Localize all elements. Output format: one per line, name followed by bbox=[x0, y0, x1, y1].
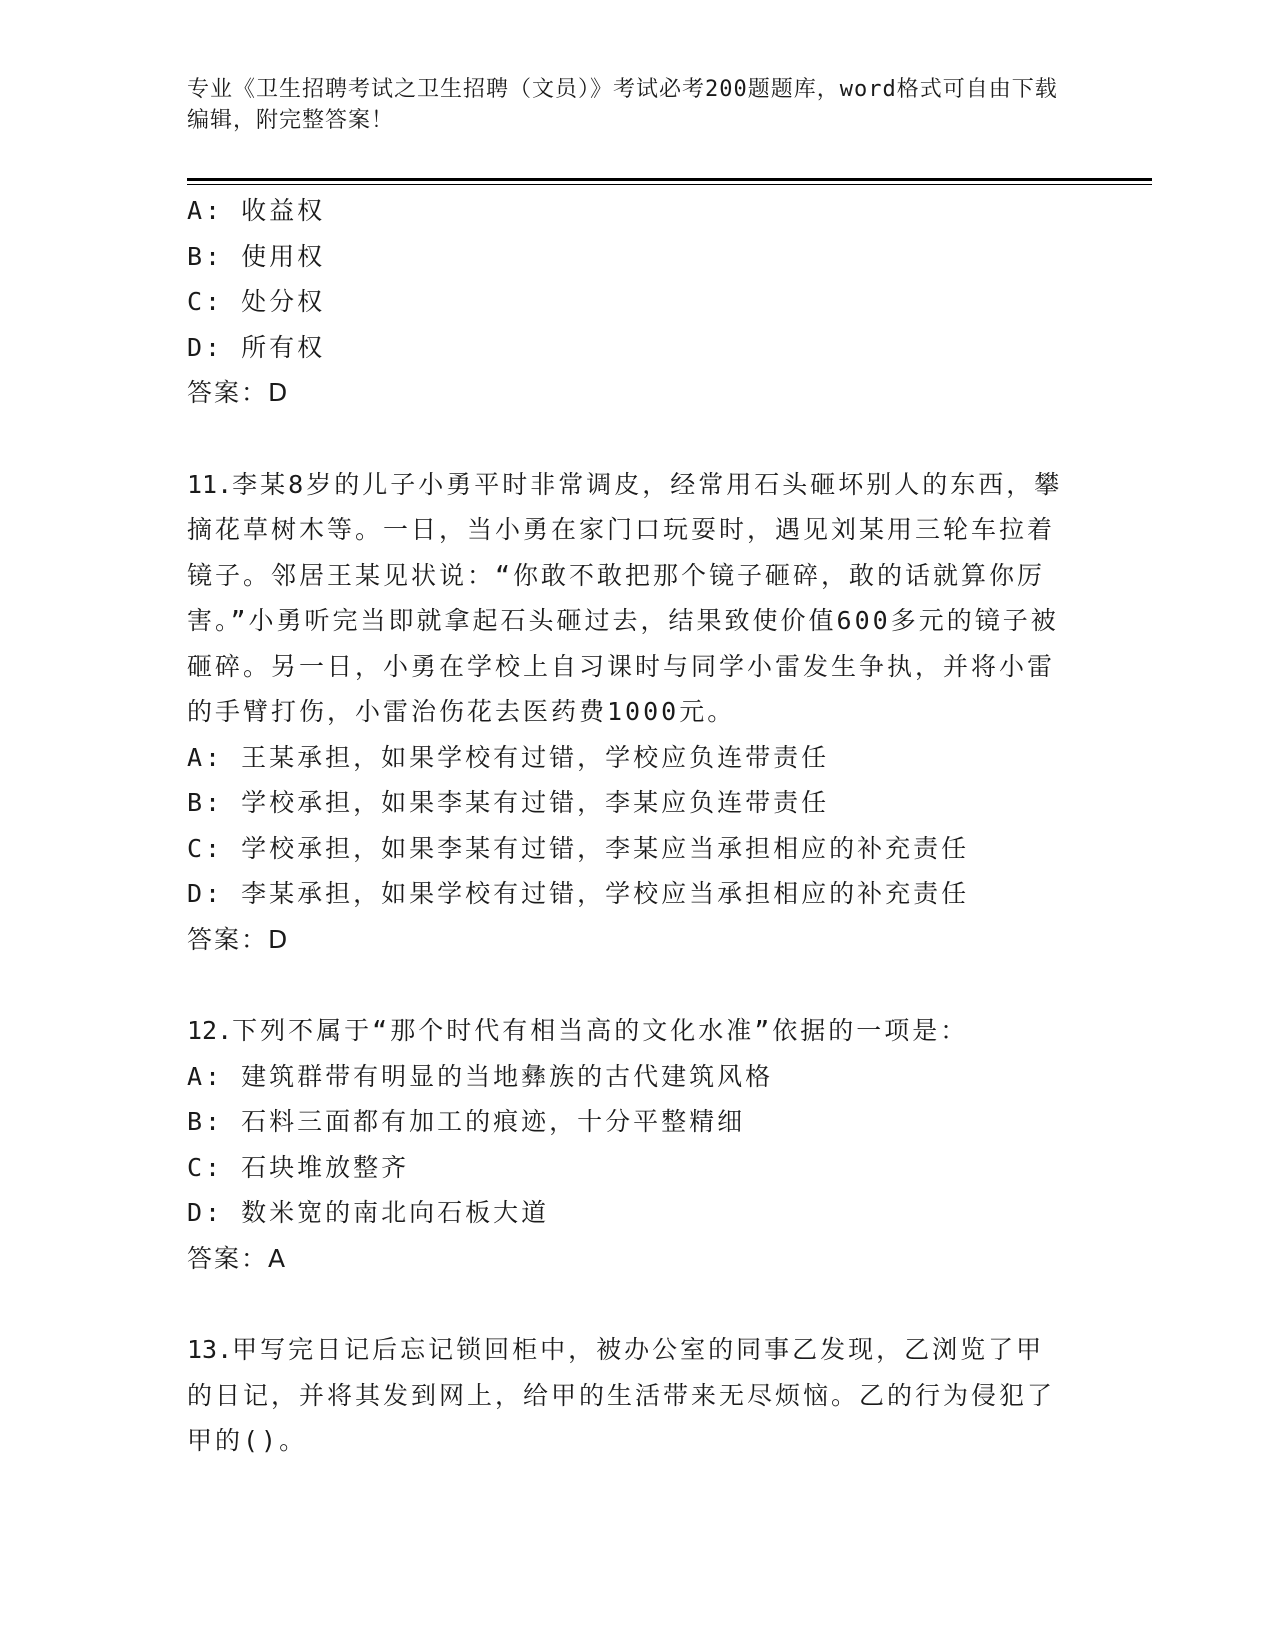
option-a: A: 建筑群带有明显的当地彝族的古代建筑风格 bbox=[187, 1061, 774, 1091]
document-body bbox=[187, 188, 1067, 1464]
option-b: B: 使用权 bbox=[187, 241, 326, 271]
option-a: A: 王某承担，如果学校有过错，学校应负连带责任 bbox=[187, 742, 830, 772]
question-block-12 bbox=[187, 1008, 1067, 1281]
option-c: C: 学校承担，如果李某有过错，李某应当承担相应的补充责任 bbox=[187, 833, 970, 863]
answer-line: 答案：A bbox=[187, 1243, 288, 1273]
header-divider-thin bbox=[187, 184, 1152, 185]
question-number: 11. bbox=[187, 469, 233, 499]
question-stem bbox=[187, 1008, 1067, 1054]
question-number: 13. bbox=[187, 1335, 233, 1364]
question-text: 甲写完日记后忘记锁回柜中，被办公室的同事乙发现，乙浏览了甲的日记，并将其发到网上，给甲的生活带来无尽烦恼。乙的行为侵犯了甲的()。 bbox=[187, 1335, 1056, 1455]
option-a: A: 收益权 bbox=[187, 196, 326, 225]
question-number: 12. bbox=[187, 1016, 233, 1045]
spacer bbox=[187, 1281, 1067, 1327]
question-stem bbox=[187, 462, 1067, 735]
header-divider bbox=[187, 178, 1152, 181]
option-d: D: 数米宽的南北向石板大道 bbox=[187, 1198, 550, 1227]
question-text: 李某8岁的儿子小勇平时非常调皮，经常用石头砸坏别人的东西，攀摘花草树木等。一日，当小勇在家门口玩耍时，遇见刘某用三轮车拉着镜子。邻居王某见状说：“你敢不敢把那个镜子砸碎，敢的话就算你厉害。”小勇听完当即就拿起石头砸过去，结果致使价值600多元的镜子被砸碎。另一日，小勇在学校上自习课时与同学小雷发生争执，并将小雷的手臂打伤，小雷治伤花去医药费1000元。 bbox=[187, 469, 1063, 726]
question-stem bbox=[187, 1327, 1067, 1464]
option-b: B: 石料三面都有加工的痕迹，十分平整精细 bbox=[187, 1107, 746, 1136]
option-c: C: 处分权 bbox=[187, 287, 326, 316]
spacer bbox=[187, 962, 1067, 1008]
question-block-11 bbox=[187, 462, 1067, 963]
question-block-13 bbox=[187, 1327, 1067, 1464]
option-d: D: 所有权 bbox=[187, 332, 326, 362]
option-c: C: 石块堆放整齐 bbox=[187, 1152, 410, 1182]
option-d: D: 李某承担，如果学校有过错，学校应当承担相应的补充责任 bbox=[187, 879, 970, 908]
spacer bbox=[187, 416, 1067, 462]
question-block-10 bbox=[187, 188, 1067, 416]
answer-line: 答案：D bbox=[187, 378, 290, 407]
option-b: B: 学校承担，如果李某有过错，李某应负连带责任 bbox=[187, 788, 830, 817]
answer-line: 答案：D bbox=[187, 924, 290, 954]
question-text: 下列不属于“那个时代有相当高的文化水准”依据的一项是： bbox=[232, 1016, 969, 1045]
document-header: 专业《卫生招聘考试之卫生招聘（文员）》考试必考200题题库，word格式可自由下载编辑，附完整答案！ bbox=[187, 77, 1058, 133]
